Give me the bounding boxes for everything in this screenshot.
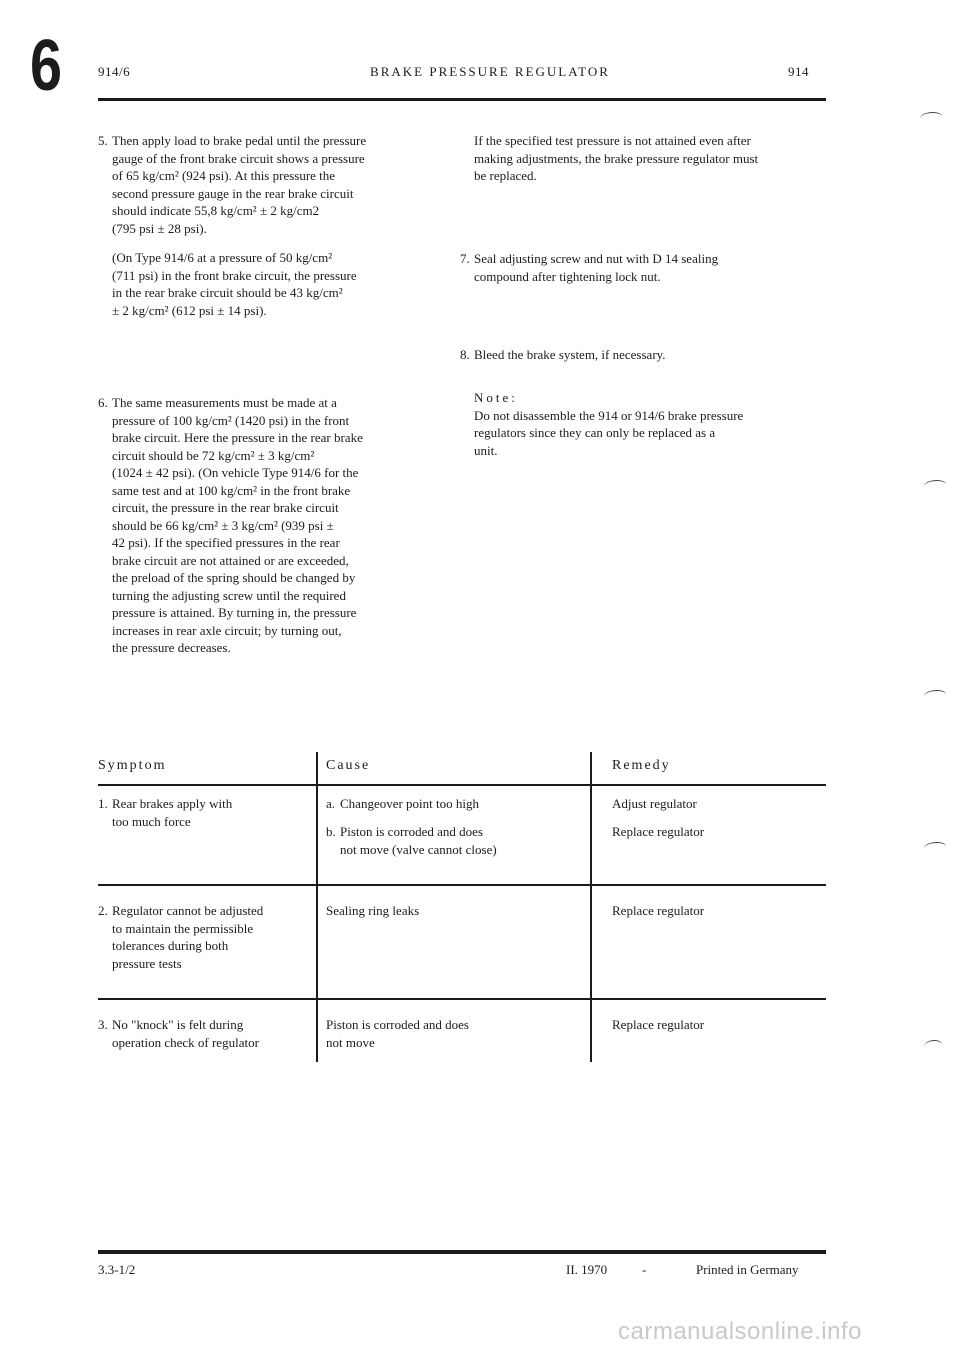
table-row <box>98 1016 313 1051</box>
symptom-text <box>112 902 313 972</box>
text-line: increases in rear axle circuit; by turning out, <box>112 622 342 638</box>
text-line: Piston is corroded and does <box>326 1017 469 1032</box>
note-block <box>474 389 844 459</box>
text-line: not move (valve cannot close) <box>340 841 497 857</box>
margin-mark-icon <box>924 690 946 701</box>
step-5-number: 5. <box>98 133 108 148</box>
cause-letter: b. <box>326 824 336 839</box>
text-line: Rear brakes apply with <box>112 796 233 811</box>
text-line: same test and at 100 kg/cm² in the front brake <box>112 482 351 498</box>
step-5-paragraph-2 <box>112 249 458 319</box>
symptom-text <box>112 1016 313 1051</box>
text-line: compound after tightening lock nut. <box>474 268 661 284</box>
text-line: Do not disassemble the 914 or 914/6 brake pressure <box>474 407 744 423</box>
margin-mark-icon <box>920 112 942 123</box>
text-line: (On Type 914/6 at a pressure of 50 kg/cm² <box>112 250 333 265</box>
table-divider <box>316 752 318 1062</box>
margin-mark-icon <box>924 842 946 853</box>
print-date: II. 1970 <box>566 1262 608 1277</box>
text-line: too much force <box>112 813 191 829</box>
text-line: brake circuit are not attained or are exceeded, <box>112 552 349 568</box>
step-7-paragraph <box>474 250 830 285</box>
remedy-text: Replace regulator <box>612 1017 705 1032</box>
step-7 <box>460 250 830 285</box>
text-line: Then apply load to brake pedal until the pressure <box>112 133 367 148</box>
step-6-number: 6. <box>98 395 108 410</box>
text-line: in the rear brake circuit should be 43 kg/cm² <box>112 285 343 300</box>
text-line: the pressure decreases. <box>112 640 231 655</box>
remedy-text: Replace regulator <box>612 903 705 918</box>
printed-in: Printed in Germany <box>696 1262 799 1277</box>
table-row <box>98 902 313 972</box>
cause-letter: a. <box>326 796 336 811</box>
text-line: The same measurements must be made at a <box>112 395 337 410</box>
text-line: ± 2 kg/cm² (612 psi ± 14 psi). <box>112 302 267 318</box>
table-header-symptom: Symptom <box>98 758 167 773</box>
table-row <box>98 795 313 830</box>
text-line: of 65 kg/cm² (924 psi). At this pressure the <box>112 168 336 183</box>
text-line: Piston is corroded and does <box>340 824 483 839</box>
text-line: Regulator cannot be adjusted <box>112 903 264 918</box>
table-header-cause: Cause <box>326 758 371 773</box>
text-line: No "knock" is felt during <box>112 1017 244 1032</box>
margin-mark-icon <box>924 1040 942 1051</box>
cause-text <box>340 823 588 858</box>
cause-cell <box>326 823 588 858</box>
page-number: 3.3-1/2 <box>98 1262 136 1277</box>
text-line: pressure of 100 kg/cm² (1420 psi) in the front <box>112 412 350 428</box>
text-line: gauge of the front brake circuit shows a pressure <box>112 150 365 166</box>
header-rule <box>98 98 826 101</box>
table-rule <box>98 884 826 886</box>
text-line: brake circuit. Here the pressure in the rear brake <box>112 430 363 445</box>
watermark: carmanualsonline.info <box>618 1318 862 1345</box>
step-8 <box>460 346 830 364</box>
remedy-text: Replace regulator <box>612 824 705 839</box>
table-rule <box>98 784 826 786</box>
text-line: should be 66 kg/cm² ± 3 kg/cm² (939 psi ± <box>112 517 334 533</box>
text-line: turning the adjusting screw until the required <box>112 587 346 603</box>
text-line: tolerances during both <box>112 938 229 953</box>
table-divider <box>590 752 592 1062</box>
table-header-remedy: Remedy <box>612 758 671 773</box>
model-left: 914/6 <box>98 64 131 79</box>
margin-mark-icon <box>924 480 946 491</box>
text-line: the preload of the spring should be changed by <box>112 570 356 585</box>
step-5 <box>98 132 458 319</box>
text-line: pressure is attained. By turning in, the pressure <box>112 605 357 620</box>
step-5-paragraph-1 <box>112 132 458 237</box>
step-6 <box>98 394 458 657</box>
text-line: circuit, the pressure in the rear brake circuit <box>112 500 339 515</box>
model-right: 914 <box>788 64 809 79</box>
cause-text: Sealing ring leaks <box>326 903 420 918</box>
page-title: BRAKE PRESSURE REGULATOR <box>370 64 610 79</box>
text-line: not move <box>326 1034 375 1050</box>
text-line: circuit should be 72 kg/cm² ± 3 kg/cm² <box>112 447 315 463</box>
remedy-text: Adjust regulator <box>612 796 697 811</box>
text-line: (711 psi) in the front brake circuit, the pressure <box>112 267 357 283</box>
symptom-text <box>112 795 313 830</box>
text-line: second pressure gauge in the rear brake circuit <box>112 185 354 201</box>
text-line: should indicate 55,8 kg/cm² ± 2 kg/cm2 <box>112 203 320 218</box>
step-7-number: 7. <box>460 251 470 266</box>
cause-text: Changeover point too high <box>340 796 480 811</box>
note-label: Note: <box>474 390 518 405</box>
text-line: Seal adjusting screw and nut with D 14 sealing <box>474 251 719 266</box>
text-line: to maintain the permissible <box>112 920 254 936</box>
row-number: 2. <box>98 903 108 918</box>
text-line: (1024 ± 42 psi). (On vehicle Type 914/6 for the <box>112 465 359 480</box>
text-line: pressure tests <box>112 955 182 971</box>
footer-dash: - <box>642 1262 647 1277</box>
step-6-paragraph <box>112 394 458 657</box>
text-line: be replaced. <box>474 168 537 183</box>
text-line: (795 psi ± 28 psi). <box>112 220 207 236</box>
footer-rule <box>98 1250 826 1254</box>
step-8-text: Bleed the brake system, if necessary. <box>474 347 666 362</box>
table-rule <box>98 998 826 1000</box>
text-line: 42 psi). If the specified pressures in the rear <box>112 535 340 550</box>
text-line: unit. <box>474 442 498 458</box>
cause-cell <box>326 795 588 813</box>
text-line: operation check of regulator <box>112 1034 259 1050</box>
cause-text <box>326 1016 588 1051</box>
text-line: If the specified test pressure is not attained even after <box>474 133 751 148</box>
section-number: 6 <box>30 26 63 106</box>
row-number: 3. <box>98 1017 108 1032</box>
text-line: making adjustments, the brake pressure regulator must <box>474 150 759 166</box>
replacement-note <box>474 132 844 185</box>
step-8-number: 8. <box>460 347 470 362</box>
row-number: 1. <box>98 796 108 811</box>
text-line: regulators since they can only be replaced as a <box>474 425 716 440</box>
